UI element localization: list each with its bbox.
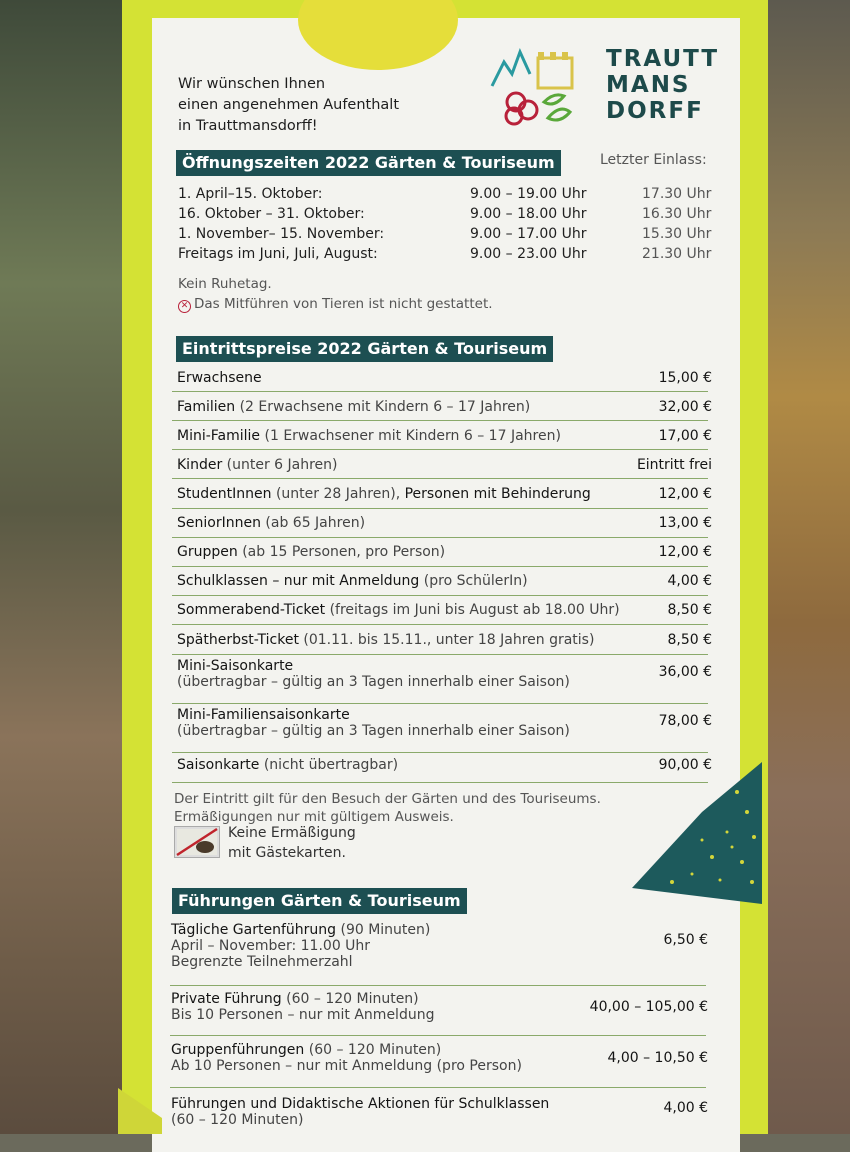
row-divider <box>172 624 708 625</box>
price-row <box>177 399 712 415</box>
price-row-name: StudentInnen <box>177 486 272 502</box>
price-row-name: Mini-Saisonkarte <box>177 658 294 674</box>
row-divider <box>172 703 708 704</box>
row-divider <box>172 391 708 392</box>
price-row <box>177 428 712 444</box>
tour-name: Private Führung <box>171 991 282 1007</box>
price-row-detail: (01.11. bis 15.11., unter 18 Jahren gratis) <box>303 632 595 648</box>
price-row <box>177 544 712 560</box>
id-note: Ermäßigungen nur mit gültigem Ausweis. <box>174 809 454 825</box>
tour-row <box>171 991 708 1023</box>
welcome-text: Wir wünschen Ihnen einen angenehmen Aufenthalt in Trauttmansdorff! <box>178 76 400 134</box>
row-divider <box>172 654 708 655</box>
row-divider <box>172 752 708 753</box>
price-value: 15,00 € <box>658 370 712 386</box>
row-divider <box>172 537 708 538</box>
price-row-subline: (übertragbar – gültig an 3 Tagen innerhalb einer Saison) <box>177 674 570 690</box>
row-divider <box>170 1035 706 1036</box>
price-row-name: Mini-Familiensaisonkarte <box>177 707 350 723</box>
price-row <box>177 632 712 648</box>
price-row-detail: (unter 6 Jahren) <box>226 457 338 473</box>
yellow-corner-decoration <box>118 1088 162 1134</box>
tour-price: 4,00 – 10,50 € <box>607 1050 708 1066</box>
price-row <box>177 658 712 690</box>
teal-mountain-decoration <box>632 762 762 904</box>
price-row <box>177 515 712 531</box>
price-row-detail: (pro SchülerIn) <box>423 573 528 589</box>
price-row <box>177 573 712 589</box>
tour-detail: (60 – 120 Minuten) <box>286 991 419 1007</box>
price-value: 90,00 € <box>658 757 712 773</box>
window-right-garden <box>760 0 850 1134</box>
row-divider <box>170 985 706 986</box>
price-row-detail: (nicht übertragbar) <box>263 757 399 773</box>
price-row-subline: (übertragbar – gültig an 3 Tagen innerhalb einer Saison) <box>177 723 570 739</box>
price-value: 8,50 € <box>667 632 712 648</box>
price-value: 78,00 € <box>658 713 712 729</box>
guest-card-crossed-icon <box>174 826 220 858</box>
tour-detail: (60 – 120 Minuten) <box>308 1042 442 1058</box>
price-row-name: Erwachsene <box>177 370 262 386</box>
validity-note: Der Eintritt gilt für den Besuch der Gärten und des Touriseums. <box>174 791 601 807</box>
tour-row <box>171 922 708 970</box>
price-row-detail: (ab 15 Personen, pro Person) <box>242 544 446 560</box>
tour-info-line: Ab 10 Personen – nur mit Anmeldung (pro Person) <box>171 1058 522 1074</box>
tour-name: Tägliche Gartenführung <box>171 922 337 938</box>
price-row <box>177 602 712 618</box>
price-value: 32,00 € <box>658 399 712 415</box>
tour-detail: (90 Minuten) <box>340 922 431 938</box>
price-value: Eintritt frei <box>636 457 712 473</box>
price-row-name: SeniorInnen <box>177 515 261 531</box>
trauttmansdorff-logo-icon <box>490 46 576 128</box>
price-row-name: Schulklassen – nur mit Anmeldung <box>177 573 420 589</box>
tour-info-line: (60 – 120 Minuten) <box>171 1112 304 1128</box>
tour-name: Gruppenführungen <box>171 1042 305 1058</box>
row-divider <box>172 566 708 567</box>
last-entry-label: Letzter Einlass: <box>600 152 707 168</box>
tour-price: 40,00 – 105,00 € <box>589 999 708 1015</box>
price-value: 12,00 € <box>658 486 712 502</box>
prices-header: Eintrittspreise 2022 Gärten & Touriseum <box>176 336 553 362</box>
row-divider <box>172 508 708 509</box>
row-divider <box>172 478 708 479</box>
no-discount-text-1: Keine Ermäßigung <box>228 825 356 841</box>
tour-price: 6,50 € <box>663 932 708 948</box>
price-value: 4,00 € <box>667 573 712 589</box>
tour-price: 4,00 € <box>663 1100 708 1116</box>
tour-row <box>171 1096 708 1128</box>
prohibited-icon: ✕ <box>178 300 191 313</box>
price-row <box>177 457 712 473</box>
price-row-detail: (unter 28 Jahren), <box>275 486 401 502</box>
tour-name: Führungen und Didaktische Aktionen für Schulklassen <box>171 1096 550 1112</box>
price-value: 8,50 € <box>667 602 712 618</box>
price-row-detail: (2 Erwachsene mit Kindern 6 – 17 Jahren) <box>239 399 531 415</box>
row-divider <box>172 782 708 783</box>
price-row-extra: Personen mit Behinderung <box>404 486 591 502</box>
price-row-name: Sommerabend-Ticket <box>177 602 326 618</box>
row-divider <box>172 449 708 450</box>
price-row <box>177 707 712 739</box>
price-row-name: Familien <box>177 399 236 415</box>
price-row-name: Gruppen <box>177 544 238 560</box>
price-row-detail: (1 Erwachsener mit Kindern 6 – 17 Jahren) <box>264 428 561 444</box>
tour-info-line: Begrenzte Teilnehmerzahl <box>171 954 353 970</box>
logo-wordmark: TRAUTT MANS DORFF <box>606 46 720 124</box>
row-divider <box>172 595 708 596</box>
hours-header: Öffnungszeiten 2022 Gärten & Touriseum <box>176 150 561 176</box>
price-row <box>177 486 712 502</box>
no-rest-day-note: Kein Ruhetag. <box>178 276 272 292</box>
tour-info-line: April – November: 11.00 Uhr <box>171 938 371 954</box>
row-divider <box>170 1087 706 1088</box>
tour-row <box>171 1042 708 1074</box>
price-row-name: Mini-Familie <box>177 428 261 444</box>
price-row-detail: (ab 65 Jahren) <box>265 515 366 531</box>
tours-header: Führungen Gärten & Touriseum <box>172 888 467 914</box>
price-value: 13,00 € <box>658 515 712 531</box>
price-row-name: Spätherbst-Ticket <box>177 632 299 648</box>
row-divider <box>172 420 708 421</box>
no-pets-note: ✕ Das Mitführen von Tieren ist nicht gestattet. <box>178 296 493 313</box>
no-discount-text-2: mit Gästekarten. <box>228 845 346 861</box>
price-row-detail: (freitags im Juni bis August ab 18.00 Uhr) <box>329 602 620 618</box>
price-value: 36,00 € <box>658 664 712 680</box>
price-row-name: Saisonkarte <box>177 757 260 773</box>
price-row <box>177 370 712 386</box>
price-value: 12,00 € <box>658 544 712 560</box>
price-row-name: Kinder <box>177 457 223 473</box>
tour-info-line: Bis 10 Personen – nur mit Anmeldung <box>171 1007 435 1023</box>
price-value: 17,00 € <box>658 428 712 444</box>
window-left-garden <box>0 0 130 1134</box>
